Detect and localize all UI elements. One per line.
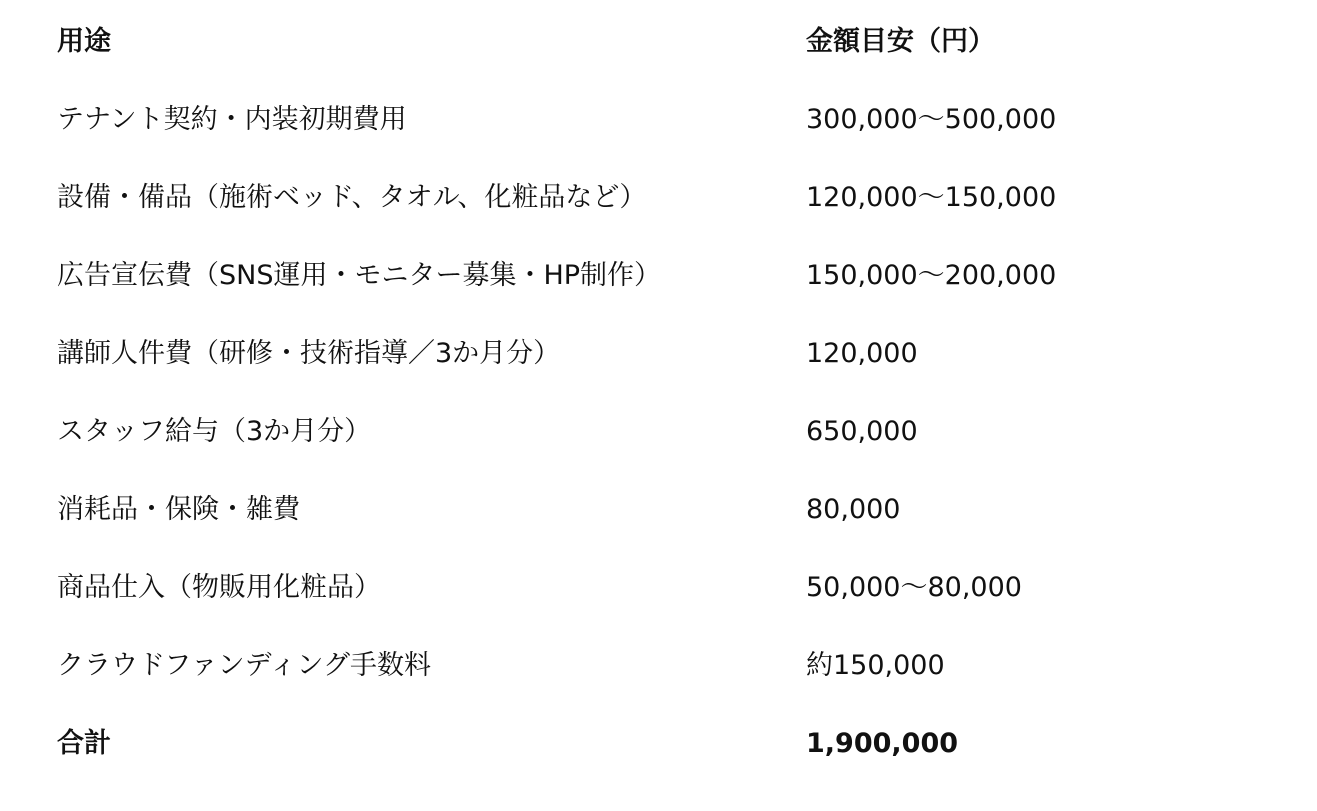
table-row [0, 246, 1317, 306]
row-amount: 120,000 [806, 338, 918, 369]
row-purpose: クラウドファンディング手数料 [57, 650, 431, 681]
row-amount: 150,000〜200,000 [806, 260, 1057, 291]
table-row [0, 168, 1317, 228]
row-amount: 300,000〜500,000 [806, 104, 1057, 135]
row-purpose: 広告宣伝費（SNS運用・モニター募集・HP制作） [57, 260, 662, 291]
table-row [0, 558, 1317, 618]
row-amount: 120,000〜150,000 [806, 182, 1057, 213]
row-purpose: スタッフ給与（3か月分） [57, 416, 372, 447]
total-amount: 1,900,000 [806, 728, 959, 759]
row-amount: 50,000〜80,000 [806, 572, 1022, 603]
table-row [0, 324, 1317, 384]
row-purpose: 商品仕入（物販用化粧品） [57, 572, 381, 603]
header-amount: 金額目安（円） [806, 26, 995, 57]
row-purpose: テナント契約・内装初期費用 [57, 104, 407, 135]
row-amount: 約150,000 [806, 650, 945, 681]
row-purpose: 講師人件費（研修・技術指導／3か月分） [57, 338, 561, 369]
table-header-row [0, 12, 1317, 72]
table-row [0, 636, 1317, 696]
header-purpose: 用途 [57, 26, 111, 57]
table-total-row [0, 714, 1317, 774]
table-row [0, 90, 1317, 150]
row-purpose: 設備・備品（施術ベッド、タオル、化粧品など） [57, 182, 647, 213]
table-row [0, 480, 1317, 540]
row-purpose: 消耗品・保険・雑費 [57, 494, 300, 525]
total-label: 合計 [57, 728, 111, 759]
row-amount: 650,000 [806, 416, 918, 447]
table-row [0, 402, 1317, 462]
row-amount: 80,000 [806, 494, 901, 525]
